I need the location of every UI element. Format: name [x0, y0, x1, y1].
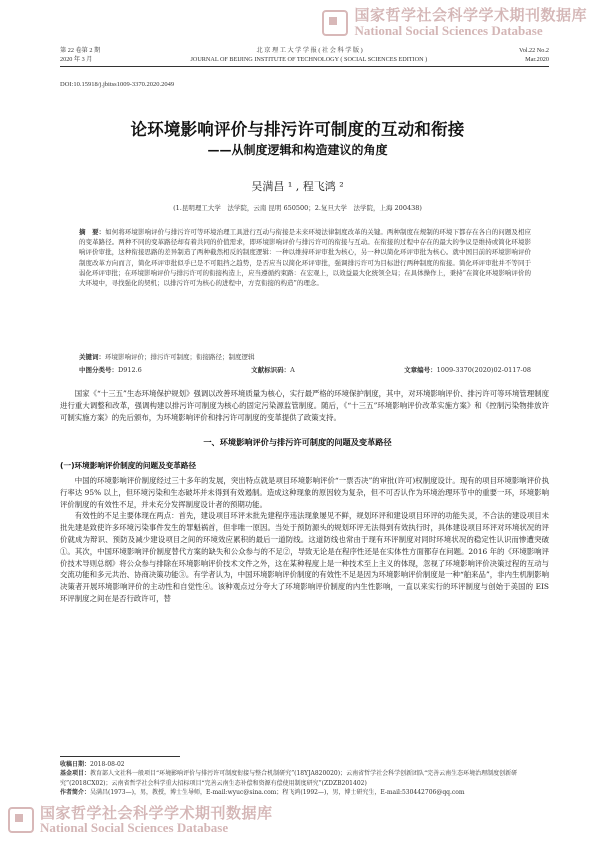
database-watermark-bottom [8, 803, 273, 836]
author-bio-text: 吴满昌(1973—)，男，教授，博士生导师，E-mail:wyuc@sina.com；程飞鸿(1992—)，男，博士研究生，E-mail:530442706@qq.com [90, 789, 465, 797]
database-logo-icon [322, 10, 348, 36]
received-label: 收稿日期： [60, 761, 91, 768]
watermark-cn: 国家哲学社会科学学术期刊数据库 [354, 6, 587, 24]
journal-name-cn: 北 京 理 工 大 学 学 报 ( 社 会 科 学 版 ) [256, 47, 363, 54]
abstract-text: 如何将环境影响评价与排污许可等环境治理工具进行互动与衔接是未来环境法律制度改革的关键。两种制度在规制的环境下都存在各自的问题及相应的变革路径。两种不同的变革路径却有着共同的价值需求，即环境影响评价与排污许可的衔接与互动。在衔接的过程中存在的最大的争议是维持或简化环境影响评价审批，这种衔接思路的差异制造了两种截然相反的制度逻辑：一种以维持环评审批为核心，另一种以简化环评审批为核心。就中国目前的环境影响评价制度改革方向而言，简化环评审批似乎已是不可阻挡之趋势，是否应当以简化环评审批，强调排污许可为目标进行两种制度的衔接。简化环评审批并不等同于弱化环评审批；在环境影响评价与排污许可的衔接构造上，应当遵循约束路：在宏观上，以效益最大化统领全局；在具体操作上，秉持“在简化环境影响评价的大环境中，寻找强化的契机；以排污许可为核心的进程中，方克衔接的构造”的理念。 [79, 228, 532, 288]
footnotes [60, 760, 549, 798]
header-divider [60, 66, 549, 67]
issue-date-en: Mar.2020 [525, 56, 549, 63]
body-paragraphs [60, 475, 549, 605]
doc-code-value: A [290, 366, 295, 374]
database-logo-icon [8, 807, 34, 833]
footnote-divider [60, 756, 180, 757]
keywords-text: 环境影响评价；排污许可制度；衔接路径；制度逻辑 [105, 353, 255, 361]
fund-label: 基金项目： [60, 770, 91, 778]
volume-info: Vol.22 No.2 [519, 47, 549, 54]
journal-name-en: JOURNAL OF BEIJING INSTITUTE OF TECHNOLOGY ( SOCIAL SCIENCES EDITION ) [190, 56, 428, 63]
fund-text: 教育部人文社科一般项目“环境影响评价与排污许可制度衔接与整合机制研究”(18YJA820020)；云南省哲学社会科学创新团队“完善云南生态环境治理制度创新研究”(2018CX02)；云南省哲学社会科学重大招标项目“完善云南生态补偿和资源有偿使用制度研究”(ZDZB201402) [60, 770, 518, 787]
clc-label: 中图分类号： [79, 366, 118, 374]
doc-code-label: 文献标识码： [251, 366, 291, 374]
database-watermark-top [322, 8, 587, 37]
doi: DOI:10.15918/j.jbitss1009-3370.2020.2049 [60, 81, 175, 88]
paper-subtitle: ——从制度逻辑和构造建议的角度 [207, 143, 388, 157]
intro-paragraph [60, 388, 549, 423]
classification-row [79, 365, 531, 374]
paper-title: 论环境影响评价与排污许可制度的互动和衔接 [130, 120, 465, 139]
abstract [79, 227, 531, 288]
received-date: 2018-08-02 [90, 761, 125, 768]
author-bio-label: 作者简介： [60, 789, 91, 797]
issue-info: 第 22 卷第 2 期 [60, 47, 101, 54]
affiliation: (1.昆明理工大学 法学院，云南 昆明 650500；2.复旦大学 法学院，上海 200438) [173, 204, 422, 212]
journal-header [60, 46, 549, 67]
article-no-label: 文章编号： [404, 366, 437, 374]
abstract-label: 摘 要： [79, 228, 106, 236]
clc-value: D912.6 [118, 366, 142, 374]
keywords [79, 352, 531, 361]
keywords-label: 关键词： [79, 353, 105, 361]
section-heading-1: 一、环境影响评价与排污许可制度的问题及变革路径 [203, 437, 392, 447]
article-no-value: 1009-3370(2020)02-0117-08 [436, 366, 531, 374]
body-paragraph-1: 中国的环境影响评价制度经过三十多年的发展，突出特点就是项目环境影响评价“一票否决”的审批(许可)权制度设计。现有的项目环境影响评价执行率达 95% 以上，但环境污染和生态破坏并未得到有效遏制。造成这种现象的原因较为复杂，但不可否认作为环境治理环节中的重要一环，环境影响评价制度的有效性不足，并未充分发挥制度设计者的预期功能。 [60, 476, 549, 509]
body-paragraph-2: 有效性的不足主要体现在两点：首先，建设项目环评未批先建程序违法现象屡见不鲜，规划环评和建设项目环评的功能失灵，不合法的建设项目未批先建是致使许多环境污染事件发生的罪魁祸首，但非唯一原因。当处于预防源头的规划环评无法得到有效执行时，具体建设项目环评对环境状况的评价就成为辩识、预防及减少建设项目之间的环境效应累积的最后一道防线。这道防线也常由于现有环评制度对同时环境状况的稳定性认识而惨遭突破①。其次，中国环境影响评价制度替代方案的缺失和公众参与的不足②，导致无论是在程序性还是在实体性方面都存在问题。2016 年的《环境影响评价技术导则总纲》将公众参与排除在环境影响评价技术文件之外，这在某种程度上是一种技术至上主义的体现，忽视了环境影响评价决策过程的互动与交流功能和多元共治、协商决策功能③。有学者认为，中国环境影响评价制度的有效性不足是因为环境影响评价制度是一种“舶来品”，非内生机制影响决策者开展环境影响评价的主动性和自觉性④。该种观点过分夸大了环境影响评价制度的内生性影响，一直以来实行的环评制度与创始于美国的 EIS 环评制度之间在是否行政许可，替 [60, 511, 549, 603]
subsection-heading-1: (一)环境影响评价制度的问题及变革路径 [60, 461, 197, 470]
watermark-cn-bottom: 国家哲学社会科学学术期刊数据库 [40, 803, 273, 822]
authors: 吴满昌 ¹ , 程飞鸿 ² [251, 180, 344, 193]
issue-date: 2020 年 3 月 [60, 56, 93, 63]
watermark-en-bottom: National Social Sciences Database [40, 820, 229, 836]
intro-text: 国家《“十三五”生态环境保护规划》强调以改善环境质量为核心，实行最严格的环境保护制度，其中，对环境影响评价、排污许可等环境管理制度进行重大调整和改革，强调构建以排污许可制度为核心的固定污染源监管制度。随后，《“十三五”环境影响评价改革实施方案》和《控制污染物排放许可制实施方案》的先后颁布，为环境影响评价和排污许可制度的变革提供了政策支持。 [60, 389, 549, 422]
watermark-en: National Social Sciences Database [354, 22, 543, 38]
